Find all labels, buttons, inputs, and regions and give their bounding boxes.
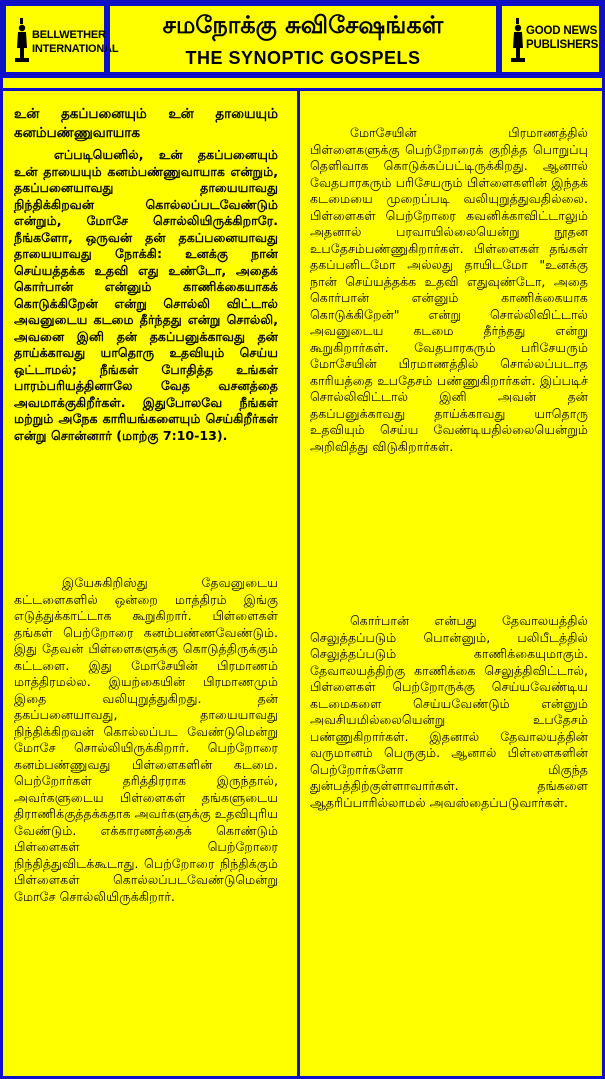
commentary-paragraph-1: இயேசுகிறிஸ்து தேவனுடைய கட்டளைகளில் ஒன்றை மாத்திரம் இங்கு எடுத்துக்காட்டாக கூறுகிறார். பிள்ளைகள் தங்கள் பெற்றோரை கனம்பண்ணவேண்டும். இது தேவன் பிள்ளைகளுக்கு கொடுத்திருக்கும் கட்டளை. இது மோசேயின் பிரமாணம் மாத்திரமல்ல. இயற்கையின் பிரமாணமும் இதை வலியுறுத்துகிறது. தன் தகப்பனையாவது, தாயையாவது நிந்திக்கிறவன் கொல்லப்பட வேண்டுமென்று மோசே சொல்லியிருக்கிறார். பெற்றோரை கனம்பண்ணுவது பிள்ளைகளின் கடமை. பெற்றோர்கள் தரித்திரராக இருந்தால், அவர்களுடைய பிள்ளைகள் தங்களுடைய திராணிக்குத்தக்கதாக அவர்களுக்கு உதவிபுரிய வேண்டும். எக்காரணத்தைக் கொண்டும் பிள்ளைகள் பெற்றோரை நிந்தித்துவிடக்கூடாது. பெற்றோரை நிந்திக்கும் பிள்ளைகள் கொல்லப்படவேண்டுமென்று மோசே சொல்லியிருக்கிறார்.: [14, 575, 278, 904]
right-column: [300, 91, 605, 1079]
commentary-paragraph-2: மோசேயின் பிரமாணத்தில் பிள்ளைகளுக்கு பெற்றோரைக் குறித்த பொறுப்பு தெளிவாக கொடுக்கப்பட்டிருக்கிறது. ஆனால் வேதபாரகரும் பரிசேயரும் பிள்ளைகளின் இந்தக் கடமையை முறைப்படி வலியுறுத்துவதில்லை. பிள்ளைகள் பெற்றோரை கவனிக்காவிட்டாலும் அதனால் பரவாயில்லையென்று நூதன உபதேசம்பண்ணுகிறார்கள். பிள்ளைகள் தங்கள் தகப்பனிடமோ அல்லது தாயிடமோ "உனக்கு நான் செய்யத்தக்க உதவி எதுவுண்டோ, அதை கொர்பான் என்னும் காணிக்கையாக கொடுக்கிறேன்" என்று சொல்லிவிட்டால் அவனுடைய கடமை தீர்ந்தது என்று கூறுகிறார்கள். வேதபாரகரும் பரிசேயரும் மோசேயின் பிரமாணத்தில் சொல்லப்படாத காரியத்தை உபதேசம் பண்ணுகிறார்கள். இப்படிச் சொல்லிவிட்டால் இனி அவன் தன் தகப்பனுக்காவது தாய்க்காவது யாதொரு உதவியும் செய்ய வேண்டியதில்லையென்றும் அறிவித்து விடுகிறார்கள்.: [310, 125, 588, 454]
title-box: [107, 3, 499, 75]
torch-figure-icon: [14, 18, 30, 62]
right-logo-line1: GOOD NEWS: [526, 25, 598, 37]
section-heading: உன் தகப்பனையும் உன் தாயையும் கனம்பண்ணுவாயாக: [14, 106, 278, 141]
title-tamil: சமநோக்கு சுவிசேஷங்கள்: [162, 11, 444, 39]
title-english: THE SYNOPTIC GOSPELS: [185, 48, 421, 68]
scripture-quote: எப்படியெனில், உன் தகப்பனையும் உன் தாயையும் கனம்பண்ணுவாயாக என்றும், தகப்பனையாவது தாயையாவது நிந்திக்கிறவன் கொல்லப்படவேண்டும் என்றும், மோசே சொல்லியிருக்கிறாரே. நீங்களோ, ஒருவன் தன் தகப்பனையாவது தாயையாவது நோக்கி: உனக்கு நான் செய்யத்தக்க உதவி எது உண்டோ, அதைக் கொர்பான் என்னும் காணிக்கையாகக் கொடுக்கிறேன் என்று சொல்லி விட்டால் அவனுடைய கடமை தீர்ந்தது என்று சொல்லி, அவனை இனி தன் தகப்பனுக்காவது தன் தாய்க்காவது யாதொரு உதவியும் செய்ய ஒட்டாமல்; நீங்கள் போதித்த உங்கள் பாரம்பரியத்தினாலே வேத வசனத்தை அவமாக்குகிறீர்கள். இதுபோலவே நீங்கள் மற்றும் அநேக காரியங்களையும் செய்கிறீர்கள் என்று சொன்னார் (மாற்கு 7:10-13).: [14, 147, 278, 443]
left-logo-line1: BELLWETHER: [32, 29, 106, 41]
right-logo-box: [499, 3, 602, 75]
left-column: [0, 91, 300, 1079]
right-logo-line2: PUBLISHERS: [526, 39, 599, 51]
left-logo-line2: INTERNATIONAL: [32, 43, 119, 55]
bellwether-logo: [12, 14, 119, 66]
commentary-paragraph-3: கொர்பான் என்பது தேவாலயத்தில் செலுத்தப்படும் பொன்னும், பலிபீடத்தில் செலுத்தப்படும் காணிக்கையுமாகும். தேவாலயத்திற்கு காணிக்கை செலுத்திவிட்டால், பிள்ளைகள் பெற்றோருக்கு செய்யவேண்டிய கடமைகளை செய்யவேண்டும் என்னும் அவசியமில்லையென்று உபதேசம் பண்ணுகிறார்கள். இதனால் தேவாலயத்தின் வருமானம் பெருகும். ஆனால் பிள்ளைகளின் பெற்றோர்களோ மிகுந்த துன்பத்திற்குள்ளாவார்கள். தங்களை ஆதரிப்பாரில்லாமல் அவஸ்தைப்படுவார்கள்.: [310, 613, 588, 810]
torch-figure-icon: [510, 18, 526, 62]
page-header: [0, 0, 605, 78]
header-divider: [0, 75, 605, 78]
left-logo-box: [3, 3, 119, 75]
good-news-logo: [508, 14, 598, 66]
